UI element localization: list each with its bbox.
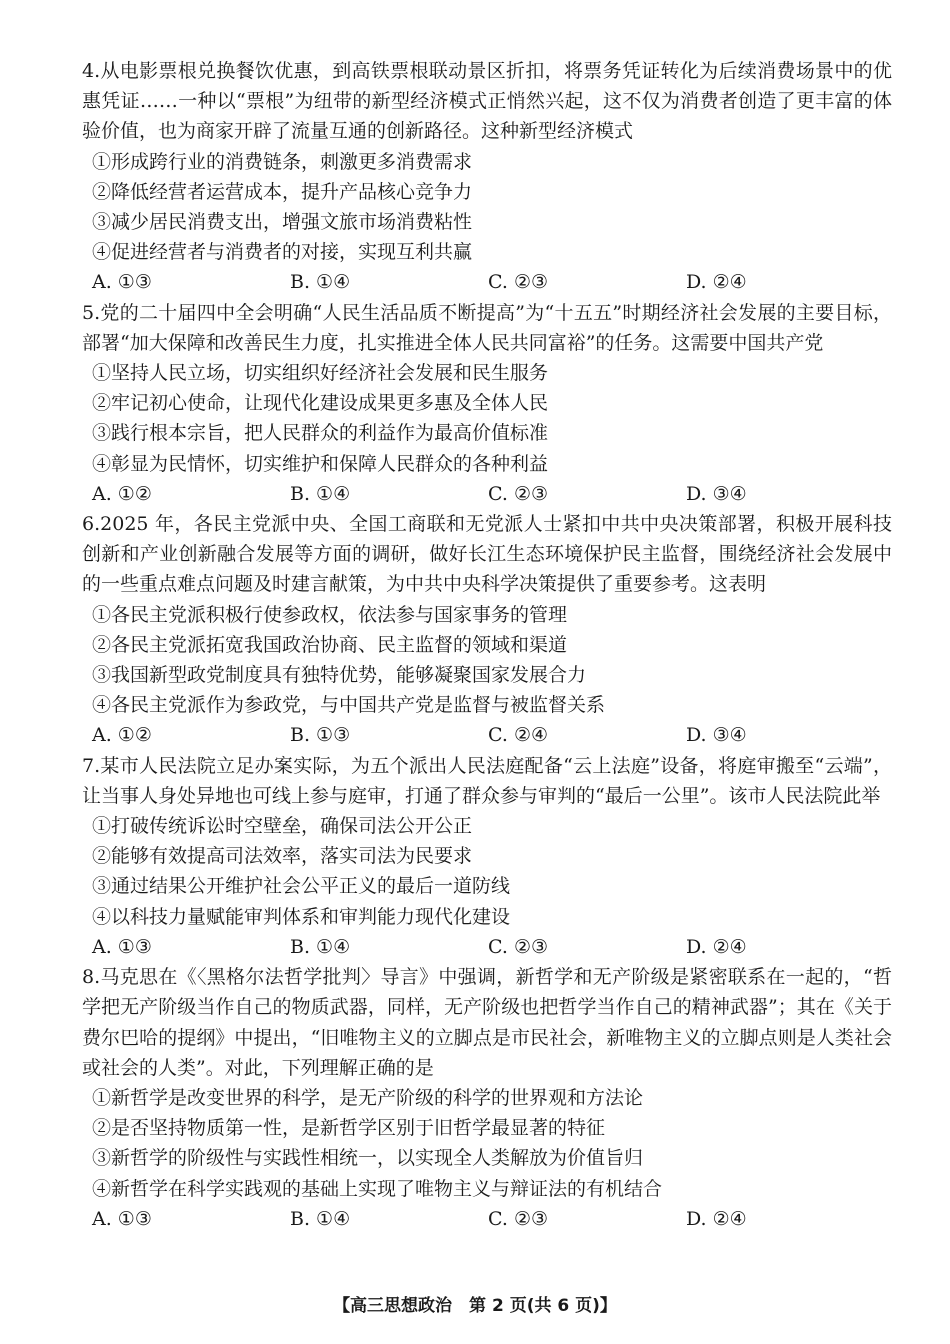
choice-c: C. ②③: [488, 935, 549, 958]
statement-item: ③践行根本宗旨，把人民群众的利益作为最高价值标准: [92, 422, 549, 445]
question-stem: [82, 962, 892, 1083]
choice-a: A. ①②: [92, 482, 152, 505]
choice-d: D. ②④: [686, 271, 747, 294]
statement-item: ①打破传统诉讼时空壁垒，确保司法公开公正: [92, 815, 473, 838]
question-7: [82, 751, 892, 962]
statement-list: [82, 600, 892, 721]
choice-b: B. ①④: [290, 482, 351, 505]
statement-list: [82, 147, 892, 268]
choice-c: C. ②③: [488, 482, 549, 505]
statement-item: ③减少居民消费支出，增强文旅市场消费粘性: [92, 211, 473, 234]
statement-list: [82, 1083, 892, 1204]
statement-item: ④新哲学在科学实践观的基础上实现了唯物主义与辩证法的有机结合: [92, 1177, 663, 1200]
choice-b: B. ①④: [290, 1207, 351, 1230]
question-text: 2025 年，各民主党派中央、全国工商联和无党派人士紧扣中共中央决策部署，积极开展科技创新和产业创新融合发展等方面的调研，做好长江生态环境保护民主监督，围绕经济社会发展中的一些重点难点问题及时建言献策，为中共中央科学决策提供了重要参考。这表明: [82, 513, 892, 596]
question-number: 7.: [82, 754, 101, 777]
question-number: 4.: [82, 60, 101, 82]
statement-item: ③通过结果公开维护社会公平正义的最后一道防线: [92, 875, 511, 898]
answer-choices: [82, 720, 892, 750]
statement-item: ①形成跨行业的消费链条，刺激更多消费需求: [92, 150, 473, 173]
statement-list: [82, 358, 892, 479]
question-number: 5.: [82, 301, 101, 324]
question-stem: [82, 751, 892, 811]
statement-item: ①新哲学是改变世界的科学，是无产阶级的科学的世界观和方法论: [92, 1086, 644, 1109]
statement-item: ④彰显为民情怀，切实维护和保障人民群众的各种利益: [92, 452, 549, 475]
question-text: 马克思在《〈黑格尔法哲学批判〉导言》中强调，新哲学和无产阶级是紧密联系在一起的，“哲学把无产阶级当作自己的物质武器，同样，无产阶级也把哲学当作自己的精神武器”；其在《关于费尔巴哈的提纲》中提出，“旧唯物主义的立脚点是市民社会，新唯物主义的立脚点则是人类社会或社会的人类”。对此，下列理解正确的是: [82, 966, 892, 1079]
question-stem: [82, 56, 892, 147]
answer-choices: [82, 932, 892, 962]
answer-choices: [82, 1204, 892, 1234]
statement-item: ②牢记初心使命，让现代化建设成果更多惠及全体人民: [92, 392, 549, 415]
choice-a: A. ①③: [92, 1207, 152, 1230]
statement-list: [82, 811, 892, 932]
question-stem: [82, 509, 892, 600]
statement-item: ②是否坚持物质第一性，是新哲学区别于旧哲学最显著的特征: [92, 1117, 606, 1140]
answer-choices: [82, 479, 892, 509]
statement-item: ①各民主党派积极行使参政权，依法参与国家事务的管理: [92, 603, 568, 626]
question-text: 党的二十届四中全会明确“人民生活品质不断提高”为“十五五”时期经济社会发展的主要目标，部署“加大保障和改善民生力度，扎实推进全体人民共同富裕”的任务。这需要中国共产党: [82, 301, 892, 354]
choice-a: A. ①③: [92, 271, 152, 294]
question-text: 某市人民法院立足办案实际，为五个派出人民法庭配备“云上法庭”设备，将庭审搬至“云端”，让当事人身处异地也可线上参与庭审，打通了群众参与审判的“最后一公里”。该市人民法院此举: [82, 754, 892, 807]
choice-b: B. ①④: [290, 271, 351, 294]
choice-a: A. ①②: [92, 724, 152, 747]
choice-b: B. ①③: [290, 724, 351, 747]
question-4: [82, 56, 892, 298]
choice-c: C. ②③: [488, 271, 549, 294]
choice-d: D. ②④: [686, 935, 747, 958]
question-list: [82, 56, 892, 1234]
statement-item: ③新哲学的阶级性与实践性相统一，以实现全人类解放为价值旨归: [92, 1147, 644, 1170]
choice-a: A. ①③: [92, 935, 152, 958]
page-footer: 【高三思想政治 第 2 页(共 6 页)】: [333, 1296, 617, 1316]
choice-d: D. ③④: [686, 482, 747, 505]
statement-item: ④以科技力量赋能审判体系和审判能力现代化建设: [92, 905, 511, 928]
statement-item: ③我国新型政党制度具有独特优势，能够凝聚国家发展合力: [92, 664, 587, 687]
answer-choices: [82, 267, 892, 297]
choice-d: D. ③④: [686, 724, 747, 747]
question-8: [82, 962, 892, 1234]
question-text: 从电影票根兑换餐饮优惠，到高铁票根联动景区折扣，将票务凭证转化为后续消费场景中的优惠凭证……一种以“票根”为纽带的新型经济模式正悄然兴起，这不仅为消费者创造了更丰富的体验价值，也为商家开辟了流量互通的创新路径。这种新型经济模式: [82, 60, 892, 143]
statement-item: ②降低经营者运营成本，提升产品核心竞争力: [92, 180, 473, 203]
question-6: [82, 509, 892, 751]
statement-item: ②能够有效提高司法效率，落实司法为民要求: [92, 845, 473, 868]
choice-c: C. ②④: [488, 724, 549, 747]
question-stem: [82, 298, 892, 358]
statement-item: ④促进经营者与消费者的对接，实现互利共赢: [92, 241, 473, 264]
statement-item: ④各民主党派作为参政党，与中国共产党是监督与被监督关系: [92, 694, 606, 717]
statement-item: ②各民主党派拓宽我国政治协商、民主监督的领域和渠道: [92, 633, 568, 656]
choice-c: C. ②③: [488, 1207, 549, 1230]
question-5: [82, 298, 892, 509]
statement-item: ①坚持人民立场，切实组织好经济社会发展和民生服务: [92, 362, 549, 385]
choice-b: B. ①④: [290, 935, 351, 958]
question-number: 8.: [82, 966, 101, 989]
choice-d: D. ②④: [686, 1207, 747, 1230]
question-number: 6.: [82, 513, 101, 536]
